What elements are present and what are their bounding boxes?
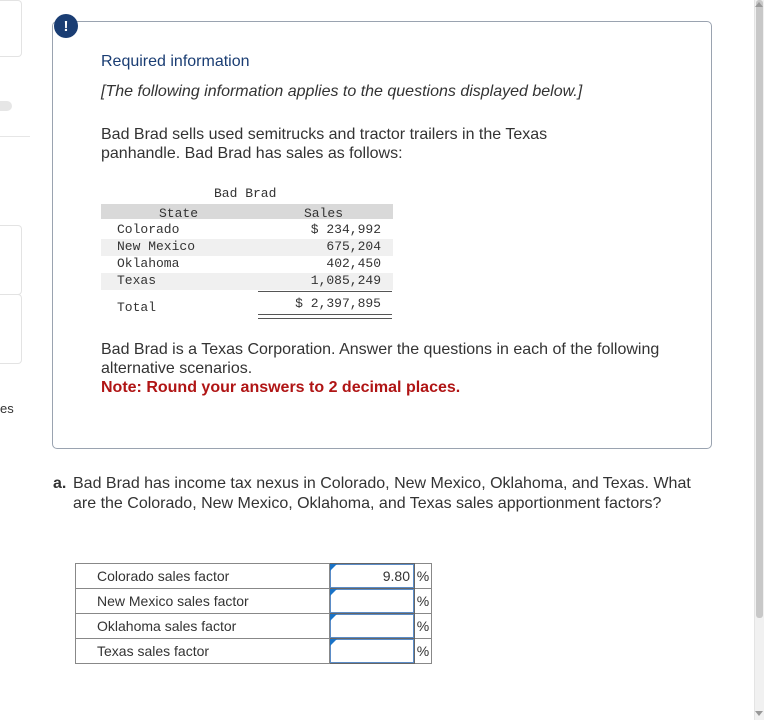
table-row-total bbox=[101, 296, 393, 313]
row-total-label: Total bbox=[117, 300, 157, 315]
scroll-down-icon[interactable] bbox=[755, 711, 763, 716]
scrollbar[interactable] bbox=[754, 0, 764, 720]
row-state: New Mexico bbox=[117, 239, 196, 254]
subtotal-rule bbox=[258, 291, 392, 292]
row-sales: 675,204 bbox=[326, 239, 381, 254]
input-flag-icon bbox=[330, 639, 337, 646]
side-pill bbox=[0, 101, 12, 111]
sales-table-title: Bad Brad bbox=[214, 186, 277, 201]
header-state: State bbox=[159, 206, 199, 221]
row-sales: $ 234,992 bbox=[310, 222, 381, 237]
row-total-value: $ 2,397,895 bbox=[295, 296, 381, 311]
scrollbar-thumb[interactable] bbox=[756, 0, 763, 618]
required-info-box bbox=[52, 21, 712, 449]
row-sales: 1,085,249 bbox=[310, 273, 381, 288]
rounding-note: Note: Round your answers to 2 decimal places. bbox=[101, 379, 461, 396]
row-state: Colorado bbox=[117, 222, 180, 237]
question-label: a. bbox=[53, 475, 67, 492]
input-frame[interactable] bbox=[330, 639, 414, 663]
applies-note: [The following information applies to the questions displayed below.] bbox=[101, 83, 583, 100]
colorado-factor-input[interactable] bbox=[330, 564, 415, 589]
table-row bbox=[101, 256, 393, 273]
percent-unit: % bbox=[415, 639, 432, 664]
table-row bbox=[101, 239, 393, 256]
row-sales: 402,450 bbox=[326, 256, 381, 271]
answer-row bbox=[76, 614, 432, 639]
total-double-rule bbox=[258, 314, 392, 319]
percent-unit: % bbox=[415, 589, 432, 614]
answer-row bbox=[76, 589, 432, 614]
question-a bbox=[53, 474, 713, 512]
answer-label: Texas sales factor bbox=[76, 639, 330, 664]
new-mexico-factor-input[interactable] bbox=[330, 589, 415, 614]
side-partial-text: es bbox=[0, 401, 14, 416]
input-flag-icon bbox=[330, 589, 337, 596]
percent-unit: % bbox=[415, 614, 432, 639]
row-state: Texas bbox=[117, 273, 157, 288]
answer-label: New Mexico sales factor bbox=[76, 589, 330, 614]
answer-table bbox=[75, 563, 432, 664]
side-divider bbox=[0, 136, 30, 137]
percent-unit: % bbox=[415, 564, 432, 589]
required-info-title: Required information bbox=[101, 53, 250, 70]
row-state: Oklahoma bbox=[117, 256, 180, 271]
answer-label: Colorado sales factor bbox=[76, 564, 330, 589]
exclamation-icon: ! bbox=[54, 14, 78, 38]
input-frame[interactable] bbox=[330, 614, 414, 638]
table-row bbox=[101, 273, 393, 290]
scenario-text: Bad Brad is a Texas Corporation. Answer the questions in each of the following alternative scenarios. bbox=[101, 341, 660, 377]
texas-factor-input[interactable] bbox=[330, 639, 415, 664]
table-row bbox=[101, 222, 393, 239]
intro-text: Bad Brad sells used semitrucks and tractor trailers in the Texas panhandle. Bad Brad has sales as follows: bbox=[101, 126, 548, 162]
input-value[interactable]: 9.80 bbox=[382, 568, 410, 584]
question-text: Bad Brad has income tax nexus in Colorado, New Mexico, Oklahoma, and Texas. What are the Colorado, New Mexico, Oklahoma, and Texas sales apportionment factors? bbox=[73, 475, 691, 512]
input-frame[interactable] bbox=[330, 589, 414, 613]
input-flag-icon bbox=[330, 564, 337, 571]
oklahoma-factor-input[interactable] bbox=[330, 614, 415, 639]
input-flag-icon bbox=[330, 614, 337, 621]
answer-label: Oklahoma sales factor bbox=[76, 614, 330, 639]
answer-row bbox=[76, 639, 432, 664]
header-sales: Sales bbox=[304, 206, 344, 221]
side-card-1[interactable] bbox=[0, 225, 22, 295]
side-card-2[interactable] bbox=[0, 294, 22, 364]
side-card-top bbox=[0, 0, 22, 57]
sales-table-header bbox=[101, 204, 393, 219]
scroll-up-icon[interactable] bbox=[755, 2, 763, 7]
answer-row bbox=[76, 564, 432, 589]
